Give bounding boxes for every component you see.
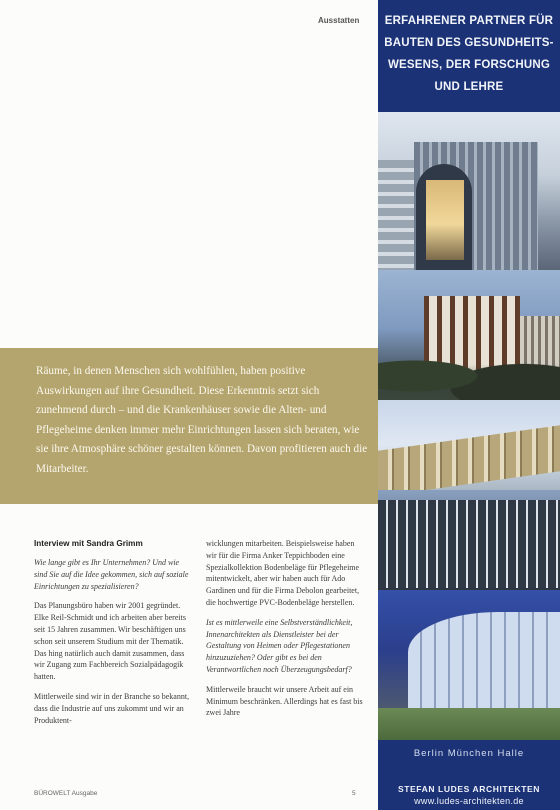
architect-advertisement[interactable]: [378, 0, 560, 810]
ad-headline-line: BAUTEN DES GESUNDHEITS-: [384, 37, 554, 49]
interview-question: Wie lange gibt es Ihr Unternehmen? Und wie sind Sie auf die Idee gekommen, sich auf soziale Einrichtungen zu spezialisieren?: [34, 558, 189, 591]
pull-quote-box: [0, 348, 378, 504]
interview-question: Ist es mittlerweile eine Selbstverständlichkeit, Innenarchitekten als Dienstleister bei der Gestaltung von Heimen oder Pflegestationen hinzuzuziehen? Oder gibt es bei den Verantwortlichen noch Überzeugungsbedarf?: [206, 617, 353, 674]
building-photo-4: [378, 490, 560, 590]
magazine-footer: BÜROWELT Ausgabe: [34, 790, 98, 797]
ad-headline-line: WESENS, DER FORSCHUNG: [387, 59, 551, 71]
article-column-2: [206, 538, 366, 727]
facade-stripes: [378, 425, 560, 490]
article-heading: Interview mit Sandra Grimm: [34, 539, 143, 548]
building-photo-1: [378, 112, 560, 270]
interview-answer: wicklungen mitarbeiten. Beispielsweise haben wir für die Firma Anker Teppichboden eine Spezialkollektion Bodenbeläge für Pflegeheime mitentwickelt, aber wir haben auch für Ado Gardinen und für die Firma Debolon gearbeitet, die hochwertige PVC-Bodenbeläge herstellen.: [206, 539, 360, 607]
ad-headline: [378, 0, 560, 112]
ad-headline-line: UND LEHRE: [434, 81, 504, 93]
building-wing: [378, 160, 418, 270]
ad-website-link[interactable]: www.ludes-architekten.de: [414, 796, 524, 806]
ad-headline-line: ERFAHRENER PARTNER FÜR: [384, 15, 554, 27]
ad-company-name: STEFAN LUDES ARCHITEKTEN: [397, 784, 541, 794]
dark-facade: [378, 500, 560, 588]
building-photo-3: [378, 400, 560, 490]
page-number: 5: [352, 790, 356, 797]
section-label: Ausstatten: [318, 16, 360, 25]
building-photo-5: [378, 590, 560, 740]
article-column-1: [34, 538, 194, 734]
pull-quote-text: Räume, in denen Menschen sich wohlfühlen, haben positive Auswirkungen auf ihre Gesundheit. Diese Erkenntnis setzt sich zunehmend durch – und die Krankenhäuser sowie die Alten- und Pflegeheime denken immer mehr Einrichtungen lassen sich beraten, wie sie ihre Atmosphäre schöner gestalten können. Davon profitieren auch die Mitarbeiter.: [36, 365, 368, 475]
interview-answer: Mittlerweile braucht wir unsere Arbeit auf ein Minimum beschränken. Allerdings hat es fast bis zwei Jahre: [206, 684, 363, 718]
glass-entrance: [426, 180, 464, 260]
interview-answer: Mittlerweile sind wir in der Branche so bekannt, dass die Industrie auf uns zukommt und wir an Produktent-: [34, 691, 190, 725]
trees: [378, 340, 560, 400]
ad-cities: Berlin München Halle: [413, 748, 525, 759]
interview-answer: Das Planungsbüro haben wir 2001 gegründet. Elke Reil-Schmidt und ich arbeiten aber bereits seit 15 Jahren zusammen. Wir beschäftigen uns schon seit unserem Studium mit der Thematik. Das hing natürlich auch damit zusammen, dass wir Zugang zum Fachbereich Sozialpädagogik hatten.: [34, 601, 186, 682]
ad-footer: [378, 770, 560, 810]
building-photo-2: [378, 270, 560, 400]
lawn: [378, 708, 560, 740]
curved-glass-building: [408, 612, 560, 722]
